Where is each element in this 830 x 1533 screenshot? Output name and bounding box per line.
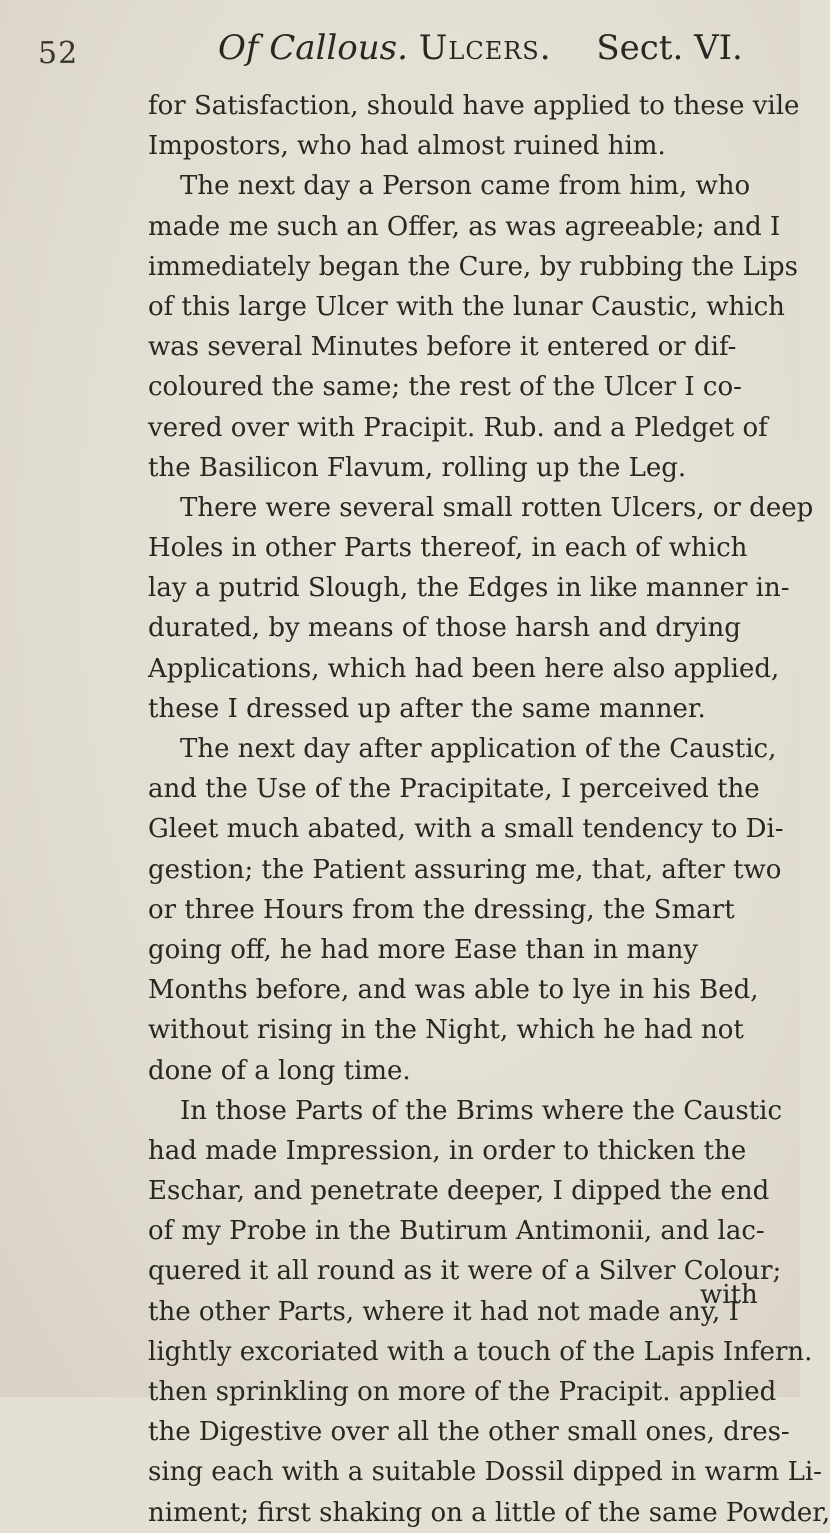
text-line: the other Parts, where it had not made any, I [148,1296,739,1327]
text-line: or three Hours from the dressing, the Smart [148,894,735,925]
running-head-title-main: Ulcers. [418,28,552,68]
text-line: immediately began the Cure, by rubbing the Lips [148,251,799,282]
text-line: the Basilicon Flavum, rolling up the Leg. [148,452,687,483]
running-head [218,28,778,68]
text-line: lightly excoriated with a touch of the Lapis Infern. [148,1336,813,1367]
text-line: In those Parts of the Brims where the Caustic [180,1095,783,1126]
text-line: Eschar, and penetrate deeper, I dipped the end [148,1176,770,1207]
text-line: made me such an Offer, as was agreeable; and I [148,211,781,242]
text-line: and the Use of the Pracipitate, I perceived the [148,774,760,805]
text-line: gestion; the Patient assuring me, that, after two [148,854,782,885]
text-line: Months before, and was able to lye in his Bed, [148,975,759,1006]
text-line: Applications, which had been here also applied, [148,653,780,684]
text-line: coloured the same; the rest of the Ulcer I co- [148,372,742,403]
text-line: of my Probe in the Butirum Antimonii, and lac- [148,1216,765,1247]
text-line: niment; first shaking on a little of the same Powder, [148,1497,830,1528]
text-line: done of a long time. [148,1055,411,1086]
text-line: Holes in other Parts thereof, in each of which [148,533,748,564]
catchword: with [700,1280,758,1310]
text-line: was several Minutes before it entered or dif- [148,332,737,363]
text-line: then sprinkling on more of the Pracipit. applied [148,1377,777,1407]
running-head-title-prefix: Of Callous. [218,28,408,68]
text-line: of this large Ulcer with the lunar Caustic, which [148,291,785,322]
text-line: the Digestive over all the other small ones, dres- [148,1417,790,1448]
text-line: for Satisfaction, should have applied to these vile [148,91,800,121]
body-text [148,86,830,1533]
text-line: The next day a Person came from him, who [180,171,751,202]
text-line: lay a putrid Slough, the Edges in like manner in- [148,573,790,604]
text-line: The next day after application of the Caustic, [180,734,777,764]
text-line: Impostors, who had almost ruined him. [148,131,666,162]
page-number: 52 [38,36,79,71]
text-line: sing each with a suitable Dossil dipped in warm Li- [148,1457,822,1488]
text-line: durated, by means of those harsh and drying [148,613,741,644]
text-line: without rising in the Night, which he had not [148,1015,744,1046]
text-line: going off, he had more Ease than in many [148,934,699,965]
text-line: There were several small rotten Ulcers, or deep [180,492,814,523]
text-line: Gleet much abated, with a small tendency to Di- [148,814,784,845]
text-line: quered it all round as it were of a Silver Colour; [148,1256,782,1287]
text-line: vered over with Pracipit. Rub. and a Pledget of [148,412,768,443]
text-line: had made Impression, in order to thicken the [148,1135,747,1166]
running-head-section: Sect. VI. [596,28,743,68]
text-line: these I dressed up after the same manner. [148,693,706,724]
